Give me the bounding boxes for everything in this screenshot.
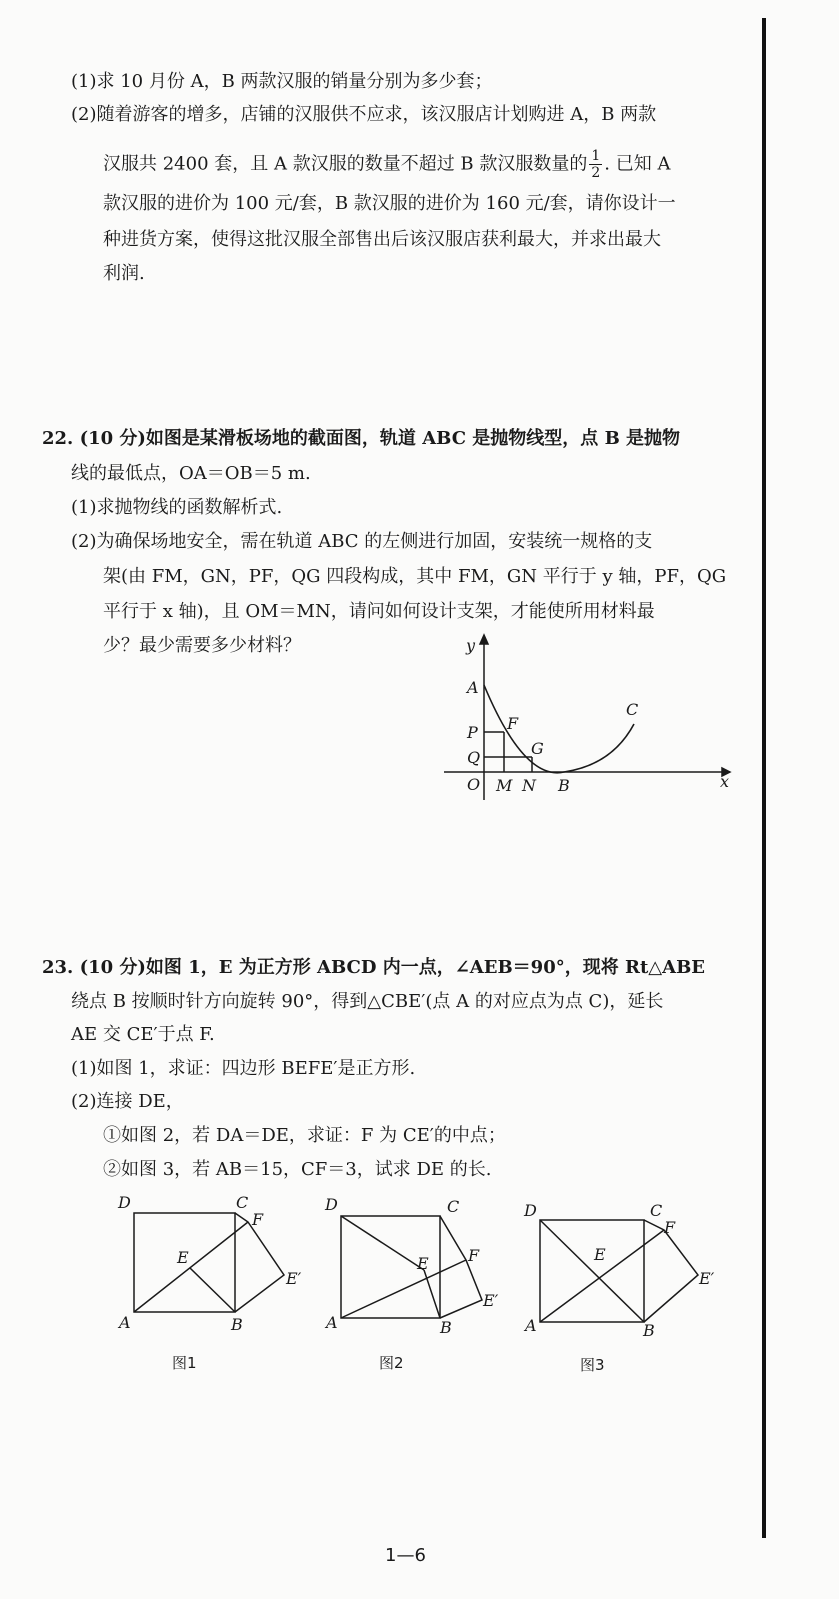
q23-part1: (1)如图 1，求证：四边形 BEFE′是正方形. (71, 1058, 416, 1079)
q23-part2-ii: ②如图 3，若 AB＝15，CF＝3，试求 DE 的长. (103, 1159, 492, 1180)
page-margin-rule (762, 18, 766, 1538)
q21-part2-line3: 款汉服的进价为 100 元/套，B 款汉服的进价为 160 元/套，请你设计一 (103, 193, 676, 214)
label-x: x (720, 772, 730, 791)
q21-part2-line1: (2)随着游客的增多，店铺的汉服供不应求，该汉服店计划购进 A，B 两款 (71, 104, 657, 125)
q22-part2-line3: 平行于 x 轴)，且 OM＝MN，请问如何设计支架，才能使所用材料最 (103, 601, 655, 622)
fig2-label-e: E (417, 1254, 429, 1273)
fig2-label-d: D (325, 1195, 338, 1214)
fig2-line-eb (424, 1270, 440, 1318)
fig3-label-e-prime: E′ (699, 1269, 715, 1288)
page-number: 1—6 (385, 1545, 426, 1566)
y-axis-arrow (480, 635, 488, 644)
figure-2 (324, 1195, 499, 1372)
fraction-numerator: 1 (591, 148, 601, 164)
fig1-line-af (134, 1222, 248, 1312)
fig3-caption: 图3 (580, 1356, 605, 1374)
fig2-line-af (341, 1260, 466, 1318)
label-m: M (496, 776, 513, 795)
q22-part2-line1: (2)为确保场地安全，需在轨道 ABC 的左侧进行加固，安装统一规格的支 (71, 531, 653, 552)
q22-part2-line2: 架(由 FM，GN，PF，QG 四段构成，其中 FM，GN 平行于 y 轴，PF，QG (103, 566, 727, 587)
fig2-label-a: A (326, 1313, 338, 1332)
label-q: Q (467, 748, 481, 767)
fig1-label-f: F (252, 1210, 264, 1229)
label-p: P (467, 723, 478, 742)
label-c: C (626, 700, 639, 719)
fig3-label-a: A (525, 1316, 537, 1335)
q23-figures (100, 1188, 740, 1388)
label-o: O (467, 775, 481, 794)
q23-part2: (2)连接 DE， (71, 1091, 184, 1112)
fig1-caption: 图1 (172, 1354, 197, 1372)
fig3-label-e: E (594, 1245, 606, 1264)
fig3-line-db (540, 1220, 644, 1322)
label-y: y (466, 636, 476, 655)
fig3-label-b: B (643, 1321, 655, 1340)
q21-part2-line2 (103, 148, 670, 181)
fig3-label-d: D (524, 1201, 537, 1220)
q21-part1: (1)求 10 月份 A，B 两款汉服的销量分别为多少套； (71, 71, 493, 92)
fig1-label-b: B (231, 1315, 243, 1334)
q23-stem-line1: 23. (10 分)如图 1，E 为正方形 ABCD 内一点，∠AEB＝90°，现将 Rt△ABE (42, 957, 706, 978)
fig2-label-e-prime: E′ (483, 1291, 499, 1310)
fig2-caption: 图2 (379, 1354, 404, 1372)
fig1-label-a: A (119, 1313, 131, 1332)
parabola-graph (440, 625, 750, 810)
fig1-label-d: D (118, 1193, 131, 1212)
fig3-label-c: C (650, 1201, 663, 1220)
q23-stem-line3: AE 交 CE′于点 F. (71, 1024, 215, 1045)
fig1-label-e-prime: E′ (286, 1269, 302, 1288)
label-b: B (558, 776, 570, 795)
q21-part2-line2b: . 已知 A (604, 153, 671, 175)
figure-3 (523, 1201, 715, 1374)
label-g: G (531, 739, 544, 758)
q22-part2-line4: 少？最少需要多少材料？ (103, 635, 301, 656)
q21-part2-line4: 种进货方案，使得这批汉服全部售出后该汉服店获利最大，并求出最大 (103, 229, 661, 250)
label-a: A (467, 678, 479, 697)
label-f: F (507, 714, 519, 733)
figure-1 (117, 1193, 302, 1372)
q22-stem-line2: 线的最低点，OA＝OB＝5 m. (71, 463, 311, 484)
q22-stem-line1: 22. (10 分)如图是某滑板场地的截面图，轨道 ABC 是抛物线型，点 B 是抛物 (42, 428, 681, 449)
q23-part2-i: ①如图 2，若 DA＝DE，求证：F 为 CE′的中点； (103, 1125, 506, 1146)
fig2-line-de (341, 1216, 424, 1270)
fig2-label-b: B (440, 1318, 452, 1337)
label-n: N (522, 776, 536, 795)
q21-part2-line5: 利润. (103, 263, 145, 284)
fig1-label-c: C (236, 1193, 249, 1212)
fig2-triangle-cbe-prime (440, 1216, 482, 1318)
fraction-denominator: 2 (591, 165, 601, 181)
fig2-label-f: F (468, 1246, 480, 1265)
fig1-line-eb (190, 1268, 235, 1312)
fig1-label-e: E (177, 1248, 189, 1267)
q22-part1: (1)求抛物线的函数解析式. (71, 497, 283, 518)
q21-part2-line2a: 汉服共 2400 套，且 A 款汉服的数量不超过 B 款汉服数量的 (103, 153, 588, 175)
fig2-label-c: C (447, 1197, 460, 1216)
fig3-line-af (540, 1230, 664, 1322)
q23-stem-line2: 绕点 B 按顺时针方向旋转 90°，得到△CBE′(点 A 的对应点为点 C)，延长 (71, 991, 664, 1012)
one-half-fraction (589, 148, 602, 181)
fig3-label-f: F (664, 1218, 676, 1237)
